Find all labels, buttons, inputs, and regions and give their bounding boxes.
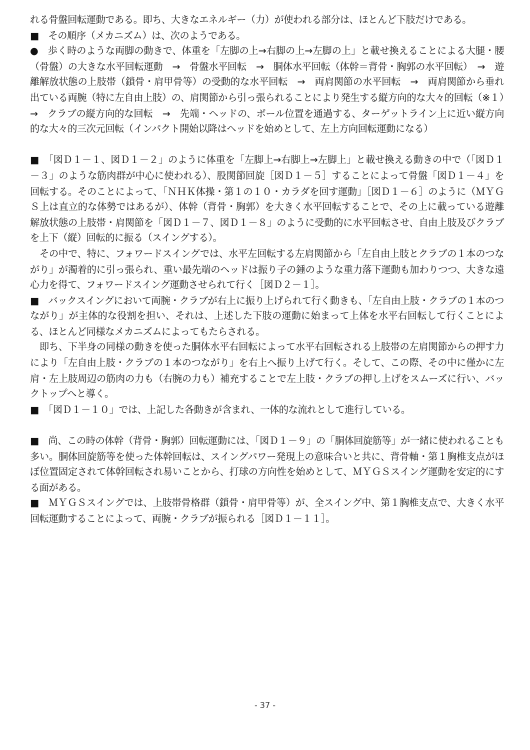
paragraph-continuation: れる骨盤回転運動である。即ち、大きなエネルギー（力）が使われる部分は、ほとんど下肢だけである。 <box>30 15 472 26</box>
paragraph-gap <box>30 418 504 434</box>
paragraph-gap <box>30 138 504 154</box>
paragraph-shoulder-girdle: ■ ＭＹＧＳスイングでは、上肢帯骨格群（鎖骨・肩甲骨等）が、全スイング中、第１胸椎支点で、大きく水平回転運動することによって、両腕・クラブが振られる［図Ｄ１－１１］。 <box>30 498 504 525</box>
paragraph-backswing: ■ バックスイングにおいて両腕・クラブが右上に振り上げられて行く動きも、「左自由上肢・クラブの１本のつながり」が主体的な役割を担い、それは、上述した下肢の運動に始まって上体を水平右回転して行くことによる、ほとんど同様なメカニズムによってもたらされる。 <box>30 295 504 338</box>
paragraph-figure-d1-10: ■ 「図Ｄ１－１０」では、上記した各動きが含まれ、一体的な流れとして進行している。 <box>30 404 411 416</box>
paragraph-forward-swing: その中で、特に、フォワードスイングでは、水平左回転する左肩関節から「左自由上肢とクラブの１本のつながり」が濁着的に引っ張られ、重い最先端のヘッドは振り子の錘のような重力落下運動も加わりつつ、大きな遠心力を得て、フォワードスイング運動させられて行く［図Ｄ２－１］。 <box>30 248 504 292</box>
paragraph-sequence: ● 歩く時のような両脚の動きで、体重を「左脚の上→右脚の上→左脚の上」と載せ換えることによる大腿・腰（骨盤）の大きな水平回転運動 → 骨盤水平回転 → 胴体水平回転（体幹＝背骨・胸郭の水平回転） → 遊離解放状態の上肢帯（鎖骨・肩甲骨等）の受動的な水平回転 → 両肩関節の水平回転 → 両肩関節から垂れ出ている両腕（特に左自由上肢）の、肩関節から引っ張られることにより発生する縦方向的な大々的回転（※１） → クラブの縦方向的な回転 → 先端・ヘッドの、ボール位置を通過する、ターゲットライン上に近い縦方向的な大々的三次元回転（インパクト開始以降はヘッドを始めとして、左上方向回転運動になる） <box>30 46 514 136</box>
page-number: - 37 - <box>254 701 276 710</box>
paragraph-weight-shift: ■ 「図Ｄ１－１、図Ｄ１－２」のように体重を「左脚上→右脚上→左脚上」と載せ換える動きの中で（「図Ｄ１－３」のような筋肉群が中心に使われる）、股関節回旋［図Ｄ１－５］することによって骨盤「図Ｄ１－４」を回転する。そのことによって、「ＮＨＫ体操・第１の１０・カラダを回す運動」［図Ｄ１－６］のように（ＭＹＧＳ上は直立的な体勢ではあるが）、体幹（背骨・胸郭）を大きく水平回転することで、その上に載っている遊離解放状態の上肢帯・肩関節を「図Ｄ１－７、図Ｄ１－８」のように受動的に水平回転させ、自由上肢及びクラブを上下（縦）回転的に振る（スイングする）。 <box>30 155 504 245</box>
paragraph-trunk-rotation: ■ 尚、この時の体幹（背骨・胸郭）回転運動には、「図Ｄ１－９」の「胴体回旋筋等」が一緒に使われることも多い。胴体回旋筋等を使った体幹回転は、スイングパワー発現上の意味合いと共に、背骨軸・第１胸椎支点がほぼ位置固定されて体幹回転され易いことから、打球の方向性を始めとして、ＭＹＧＳスイング運動を安定的にする面がある。 <box>30 436 504 494</box>
paragraph-mechanism-heading: ■ その順序（メカニズム）は、次のようである。 <box>30 30 246 42</box>
body-text <box>30 13 514 528</box>
paragraph-lower-body: 即ち、下半身の同様の動きを使った胴体水平右回転によって水平右回転される上肢帯の左肩関節からの押す力により「左自由上肢・クラブの１本のつながり」を右上へ振り上げて行く。そして、この際、その中に僅かに左肩・左上肢周辺の筋肉の力も（右腕の力も）補充することで左上肢・クラブの押し上げをスムーズに行い、バックトップへと導く。 <box>30 342 504 401</box>
